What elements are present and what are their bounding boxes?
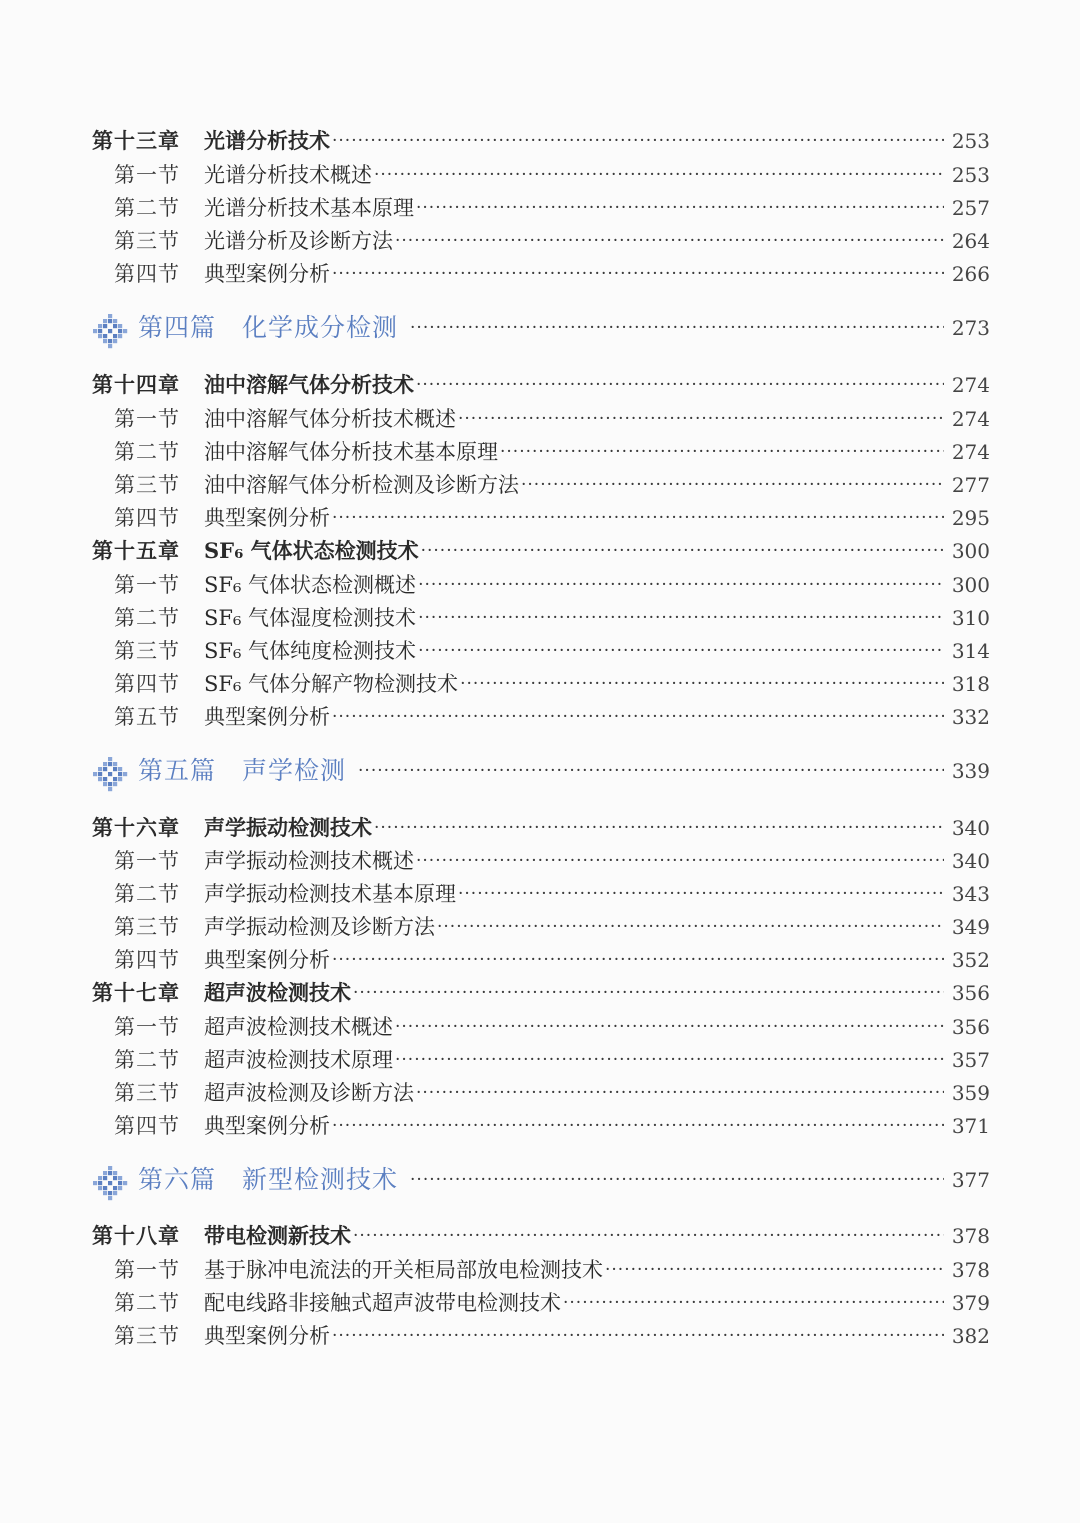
- section-label: 第一节: [114, 1015, 180, 1039]
- diamond-pattern-icon: [92, 756, 128, 792]
- section-label: 第五节: [114, 705, 180, 729]
- section-entry[interactable]: [92, 503, 990, 533]
- chapter-title: 超声波检测技术: [204, 980, 351, 1005]
- section-label: 第二节: [114, 882, 180, 906]
- section-label: 第二节: [114, 1291, 180, 1315]
- section-entry[interactable]: [92, 1255, 990, 1285]
- chapter-title: 声学振动检测技术: [204, 815, 372, 840]
- dot-leader: [416, 370, 944, 400]
- section-title: 超声波检测技术概述: [204, 1015, 393, 1039]
- section-entry[interactable]: [92, 945, 990, 975]
- section-label: 第一节: [114, 407, 180, 431]
- chapter-entry[interactable]: [92, 126, 990, 156]
- dot-leader: [358, 756, 944, 786]
- page-number: 266: [951, 262, 990, 286]
- section-entry[interactable]: [92, 1321, 990, 1351]
- chapter-label: 第十七章: [92, 980, 180, 1005]
- chapter-entry[interactable]: [92, 370, 990, 400]
- dot-leader: [332, 1111, 944, 1141]
- dot-leader: [605, 1255, 944, 1285]
- section-entry[interactable]: [92, 1078, 990, 1108]
- section-entry[interactable]: [92, 1111, 990, 1141]
- dot-leader: [332, 126, 944, 156]
- page-number: 295: [951, 506, 990, 530]
- dot-leader: [410, 313, 944, 343]
- page-number: 339: [951, 759, 990, 783]
- section-entry[interactable]: [92, 702, 990, 732]
- section-title: 典型案例分析: [204, 1324, 330, 1348]
- part-entry[interactable]: [92, 308, 990, 348]
- dot-leader: [458, 404, 944, 434]
- part-title: 声学检测: [242, 756, 347, 785]
- section-title: 配电线路非接触式超声波带电检测技术: [204, 1291, 561, 1315]
- section-title: 声学振动检测技术基本原理: [204, 882, 456, 906]
- dot-leader: [395, 1012, 944, 1042]
- part-entry[interactable]: [92, 751, 990, 791]
- dot-leader: [332, 259, 944, 289]
- section-label: 第三节: [114, 229, 180, 253]
- section-entry[interactable]: [92, 259, 990, 289]
- chapter-label: 第十五章: [92, 538, 180, 563]
- section-label: 第四节: [114, 506, 180, 530]
- chapter-entry[interactable]: [92, 536, 990, 566]
- page-number: 277: [951, 473, 990, 497]
- dot-leader: [458, 879, 944, 909]
- dot-leader: [418, 570, 944, 600]
- section-label: 第四节: [114, 1114, 180, 1138]
- chapter-entry[interactable]: [92, 813, 990, 843]
- section-label: 第四节: [114, 262, 180, 286]
- part-title: 化学成分检测: [242, 313, 399, 342]
- section-label: 第三节: [114, 639, 180, 663]
- chapter-label: 第十六章: [92, 815, 180, 840]
- dot-leader: [416, 846, 944, 876]
- chapter-title: 光谱分析技术: [204, 128, 330, 153]
- section-title: 典型案例分析: [204, 705, 330, 729]
- page-number: 371: [951, 1114, 990, 1138]
- page-number: 378: [951, 1224, 990, 1248]
- dot-leader: [374, 160, 944, 190]
- chapter-label: 第十四章: [92, 372, 180, 397]
- page-number: 300: [951, 539, 990, 563]
- section-title: 超声波检测及诊断方法: [204, 1081, 414, 1105]
- page-number: 378: [951, 1258, 990, 1282]
- section-label: 第三节: [114, 1324, 180, 1348]
- page-number: 274: [951, 407, 990, 431]
- page-number: 357: [951, 1048, 990, 1072]
- dot-leader: [421, 536, 944, 566]
- section-entry[interactable]: [92, 846, 990, 876]
- section-entry[interactable]: [92, 160, 990, 190]
- section-entry[interactable]: [92, 603, 990, 633]
- page-number: 273: [951, 316, 990, 340]
- section-title: 典型案例分析: [204, 948, 330, 972]
- section-label: 第四节: [114, 672, 180, 696]
- section-title: 基于脉冲电流法的开关柜局部放电检测技术: [204, 1258, 603, 1282]
- section-title: 典型案例分析: [204, 1114, 330, 1138]
- section-label: 第三节: [114, 1081, 180, 1105]
- section-title: 典型案例分析: [204, 262, 330, 286]
- diamond-pattern-icon: [92, 313, 128, 349]
- page-number: 340: [951, 849, 990, 873]
- page-number: 253: [951, 129, 990, 153]
- chapter-title: 带电检测新技术: [204, 1223, 351, 1248]
- section-label: 第一节: [114, 849, 180, 873]
- page-number: 340: [951, 816, 990, 840]
- dot-leader: [332, 945, 944, 975]
- page-number: 377: [951, 1168, 990, 1192]
- section-title: 声学振动检测技术概述: [204, 849, 414, 873]
- section-label: 第三节: [114, 473, 180, 497]
- part-title: 新型检测技术: [242, 1165, 399, 1194]
- page-number: 257: [951, 196, 990, 220]
- dot-leader: [418, 603, 944, 633]
- section-entry[interactable]: [92, 912, 990, 942]
- page-number: 300: [951, 573, 990, 597]
- page-number: 356: [951, 1015, 990, 1039]
- section-title: 油中溶解气体分析技术基本原理: [204, 440, 498, 464]
- section-entry[interactable]: [92, 636, 990, 666]
- dot-leader: [332, 702, 944, 732]
- section-label: 第一节: [114, 573, 180, 597]
- chapter-entry[interactable]: [92, 978, 990, 1008]
- section-entry[interactable]: [92, 404, 990, 434]
- dot-leader: [437, 912, 944, 942]
- page-number: 314: [951, 639, 990, 663]
- dot-leader: [460, 669, 944, 699]
- page-number: 382: [951, 1324, 990, 1348]
- section-title: SF₆ 气体分解产物检测技术: [204, 672, 459, 696]
- page-number: 274: [951, 373, 990, 397]
- section-label: 第二节: [114, 1048, 180, 1072]
- section-entry[interactable]: [92, 879, 990, 909]
- dot-leader: [353, 978, 944, 1008]
- section-entry[interactable]: [92, 570, 990, 600]
- page-number: 332: [951, 705, 990, 729]
- page-number: 318: [951, 672, 990, 696]
- dot-leader: [416, 193, 944, 223]
- page-number: 349: [951, 915, 990, 939]
- section-entry[interactable]: [92, 226, 990, 256]
- section-entry[interactable]: [92, 669, 990, 699]
- page-number: 264: [951, 229, 990, 253]
- section-label: 第一节: [114, 1258, 180, 1282]
- section-title: 超声波检测技术原理: [204, 1048, 393, 1072]
- section-title: SF₆ 气体状态检测概述: [204, 573, 417, 597]
- section-entry[interactable]: [92, 437, 990, 467]
- page-number: 253: [951, 163, 990, 187]
- dot-leader: [500, 437, 944, 467]
- section-label: 第二节: [114, 606, 180, 630]
- section-title: 光谱分析及诊断方法: [204, 229, 393, 253]
- page-number: 359: [951, 1081, 990, 1105]
- page-number: 274: [951, 440, 990, 464]
- section-title: 光谱分析技术基本原理: [204, 196, 414, 220]
- section-title: SF₆ 气体纯度检测技术: [204, 639, 417, 663]
- section-entry[interactable]: [92, 1045, 990, 1075]
- chapter-title: 油中溶解气体分析技术: [204, 372, 414, 397]
- part-label: 第四篇: [138, 313, 217, 342]
- dot-leader: [563, 1288, 944, 1318]
- section-title: SF₆ 气体湿度检测技术: [204, 606, 417, 630]
- dot-leader: [418, 636, 944, 666]
- section-title: 油中溶解气体分析检测及诊断方法: [204, 473, 519, 497]
- dot-leader: [353, 1221, 944, 1251]
- dot-leader: [395, 226, 944, 256]
- part-label: 第五篇: [138, 756, 217, 785]
- section-title: 光谱分析技术概述: [204, 163, 372, 187]
- dot-leader: [395, 1045, 944, 1075]
- chapter-label: 第十三章: [92, 128, 180, 153]
- part-entry[interactable]: [92, 1160, 990, 1200]
- diamond-pattern-icon: [92, 1165, 128, 1201]
- section-entry[interactable]: [92, 1012, 990, 1042]
- dot-leader: [521, 470, 944, 500]
- section-label: 第一节: [114, 163, 180, 187]
- page-number: 356: [951, 981, 990, 1005]
- page-number: 379: [951, 1291, 990, 1315]
- dot-leader: [410, 1165, 944, 1195]
- dot-leader: [374, 813, 944, 843]
- chapter-label: 第十八章: [92, 1223, 180, 1248]
- dot-leader: [416, 1078, 944, 1108]
- section-entry[interactable]: [92, 1288, 990, 1318]
- section-title: 典型案例分析: [204, 506, 330, 530]
- section-entry[interactable]: [92, 193, 990, 223]
- chapter-entry[interactable]: [92, 1221, 990, 1251]
- section-label: 第二节: [114, 440, 180, 464]
- page-number: 310: [951, 606, 990, 630]
- section-label: 第四节: [114, 948, 180, 972]
- part-label: 第六篇: [138, 1165, 217, 1194]
- page-number: 352: [951, 948, 990, 972]
- section-entry[interactable]: [92, 470, 990, 500]
- chapter-title: SF₆ 气体状态检测技术: [204, 538, 419, 563]
- page-number: 343: [951, 882, 990, 906]
- section-title: 油中溶解气体分析技术概述: [204, 407, 456, 431]
- dot-leader: [332, 1321, 944, 1351]
- section-label: 第二节: [114, 196, 180, 220]
- section-title: 声学振动检测及诊断方法: [204, 915, 435, 939]
- section-label: 第三节: [114, 915, 180, 939]
- dot-leader: [332, 503, 944, 533]
